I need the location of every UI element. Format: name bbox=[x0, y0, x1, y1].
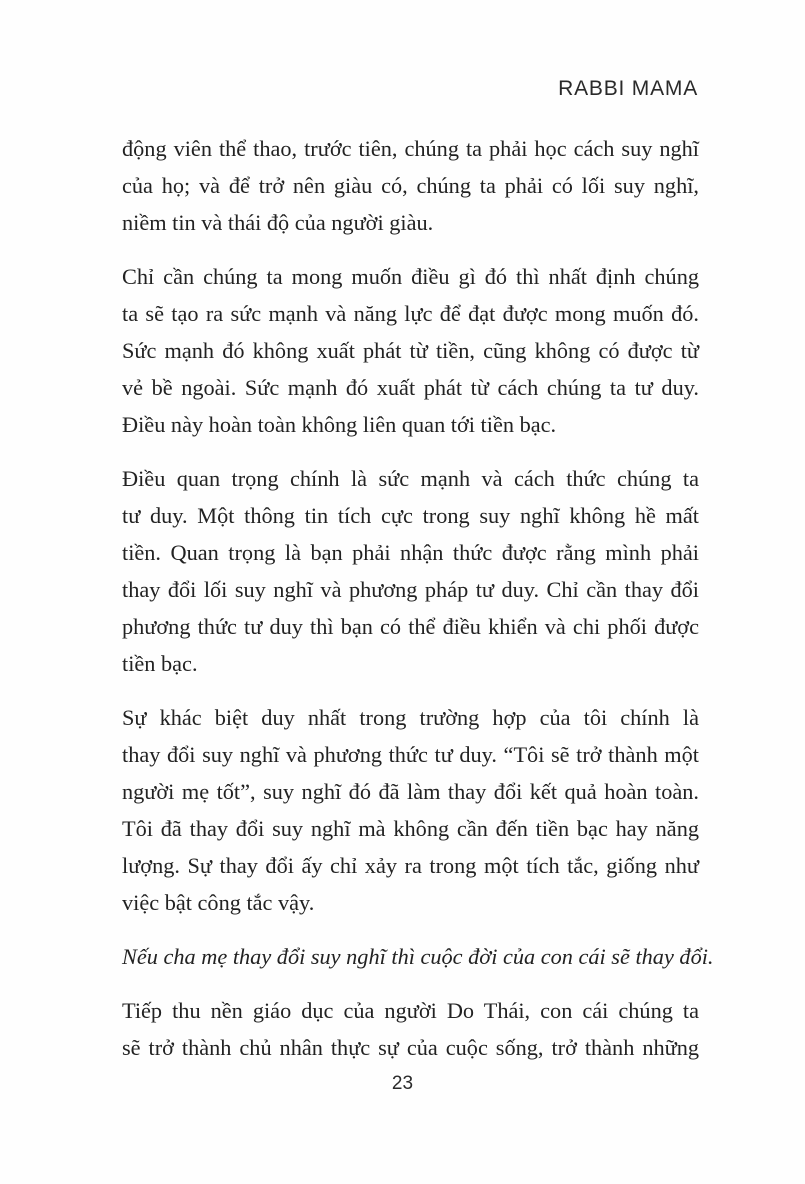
body-text bbox=[122, 130, 714, 1083]
text-line: sẽ trở thành chủ nhân thực sự của cuộc sống, trở thành những bbox=[122, 1035, 699, 1060]
text-line: tư duy. Một thông tin tích cực trong suy nghĩ không hề mất bbox=[122, 503, 699, 528]
page-number: 23 bbox=[391, 1073, 414, 1094]
paragraph-4 bbox=[122, 699, 699, 921]
text-line: Tiếp thu nền giáo dục của người Do Thái, con cái chúng ta bbox=[122, 998, 699, 1023]
text-line: Điều này hoàn toàn không liên quan tới tiền bạc. bbox=[122, 412, 557, 437]
text-line: vẻ bề ngoài. Sức mạnh đó xuất phát từ cách chúng ta tư duy. bbox=[122, 375, 699, 400]
text-line: Sức mạnh đó không xuất phát từ tiền, cũng không có được từ bbox=[122, 338, 699, 363]
text-line: niềm tin và thái độ của người giàu. bbox=[122, 210, 434, 235]
text-line: Tôi đã thay đổi suy nghĩ mà không cần đến tiền bạc hay năng bbox=[122, 816, 699, 841]
text-line: Điều quan trọng chính là sức mạnh và cách thức chúng ta bbox=[122, 466, 699, 491]
text-line: thay đổi lối suy nghĩ và phương pháp tư duy. Chỉ cần thay đổi bbox=[122, 577, 699, 602]
text-line: động viên thể thao, trước tiên, chúng ta phải học cách suy nghĩ bbox=[122, 136, 699, 161]
paragraph-6 bbox=[122, 992, 699, 1066]
paragraph-3 bbox=[122, 460, 699, 682]
text-line: phương thức tư duy thì bạn có thể điều khiển và chi phối được bbox=[122, 614, 699, 639]
text-line: Sự khác biệt duy nhất trong trường hợp của tôi chính là bbox=[122, 705, 699, 730]
running-header: RABBI MAMA bbox=[558, 77, 698, 100]
text-line: tiền. Quan trọng là bạn phải nhận thức được rằng mình phải bbox=[122, 540, 699, 565]
italic-quote-paragraph bbox=[122, 938, 714, 975]
paragraph-2 bbox=[122, 258, 699, 443]
paragraph-1 bbox=[122, 130, 699, 241]
text-line: ta sẽ tạo ra sức mạnh và năng lực để đạt được mong muốn đó. bbox=[122, 301, 699, 326]
text-line: tiền bạc. bbox=[122, 651, 198, 676]
text-line: lượng. Sự thay đổi ấy chỉ xảy ra trong một tích tắc, giống như bbox=[122, 853, 699, 878]
text-line: Chỉ cần chúng ta mong muốn điều gì đó thì nhất định chúng bbox=[122, 264, 699, 289]
text-line: Nếu cha mẹ thay đổi suy nghĩ thì cuộc đời của con cái sẽ thay đổi. bbox=[122, 944, 714, 969]
text-line: người mẹ tốt”, suy nghĩ đó đã làm thay đổi kết quả hoàn toàn. bbox=[122, 779, 699, 804]
text-line: thay đổi suy nghĩ và phương thức tư duy. “Tôi sẽ trở thành một bbox=[122, 742, 699, 767]
text-line: việc bật công tắc vậy. bbox=[122, 890, 315, 915]
text-line: của họ; và để trở nên giàu có, chúng ta phải có lối suy nghĩ, bbox=[122, 173, 699, 198]
